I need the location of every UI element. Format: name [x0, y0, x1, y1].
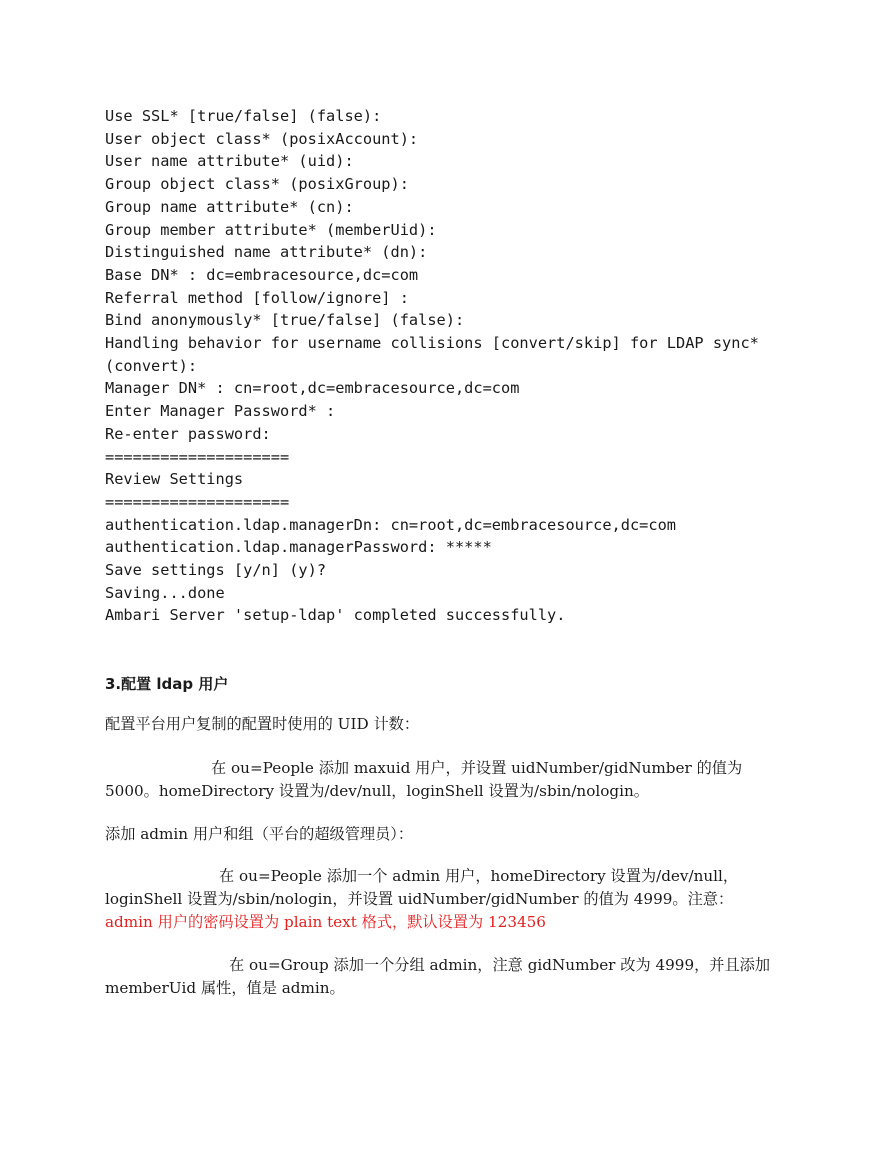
code-line: Use SSL* [true/false] (false):: [105, 107, 382, 125]
code-line: Group member attribute* (memberUid):: [105, 220, 437, 239]
code-line: Base DN* : dc=embracesource,dc=com: [105, 265, 419, 284]
code-line: Re-enter password:: [105, 424, 271, 443]
code-line: ====================: [105, 492, 290, 511]
code-line: Ambari Server 'setup-ldap' completed successfully.: [105, 606, 566, 625]
code-line: Bind anonymously* [true/false] (false):: [105, 311, 465, 330]
code-line: Distinguished name attribute* (dn):: [105, 243, 428, 262]
admin-user-text: 在 ou=People 添加一个 admin 用户，homeDirectory 设置为/dev/null，loginShell 设置为/sbin/nologin，并设置 uidNumber/gidNumber 的值为 4999。注意：: [105, 867, 739, 908]
admin-user-paragraph: [105, 865, 795, 934]
admin-password-note: admin 用户的密码设置为 plain text 格式，默认设置为 123456: [105, 913, 546, 931]
terminal-output: [105, 105, 795, 627]
code-line: Saving...done: [105, 583, 225, 602]
uid-intro-paragraph: 配置平台用户复制的配置时使用的 UID 计数：: [105, 715, 420, 733]
code-line: (convert):: [105, 356, 198, 375]
code-line: Group object class* (posixGroup):: [105, 175, 409, 194]
maxuid-paragraph: 在 ou=People 添加 maxuid 用户，并设置 uidNumber/gidNumber 的值为 5000。homeDirectory 设置为/dev/null，loginShell 设置为/sbin/nologin。: [105, 759, 743, 800]
code-line: Save settings [y/n] (y)?: [105, 561, 327, 580]
code-line: Group name attribute* (cn):: [105, 197, 354, 216]
code-line: Enter Manager Password* :: [105, 402, 336, 421]
code-line: User object class* (posixAccount):: [105, 129, 419, 148]
code-line: authentication.ldap.managerDn: cn=root,dc=embracesource,dc=com: [105, 515, 676, 534]
code-line: User name attribute* (uid):: [105, 152, 354, 171]
admin-intro-paragraph: 添加 admin 用户和组（平台的超级管理员）：: [105, 825, 414, 843]
admin-group-paragraph: 在 ou=Group 添加一个分组 admin，注意 gidNumber 改为 4999，并且添加 memberUid 属性，值是 admin。: [105, 956, 771, 997]
code-line: Manager DN* : cn=root,dc=embracesource,dc=com: [105, 379, 520, 398]
document-page: [105, 105, 795, 997]
code-line: Review Settings: [105, 470, 244, 489]
code-line: Referral method [follow/ignore] :: [105, 288, 409, 307]
code-line: authentication.ldap.managerPassword: *****: [105, 538, 492, 557]
code-line: Handling behavior for username collisions [convert/skip] for LDAP sync*: [105, 334, 759, 353]
code-line: ====================: [105, 447, 290, 466]
section-heading: 3.配置 ldap 用户: [105, 675, 229, 693]
